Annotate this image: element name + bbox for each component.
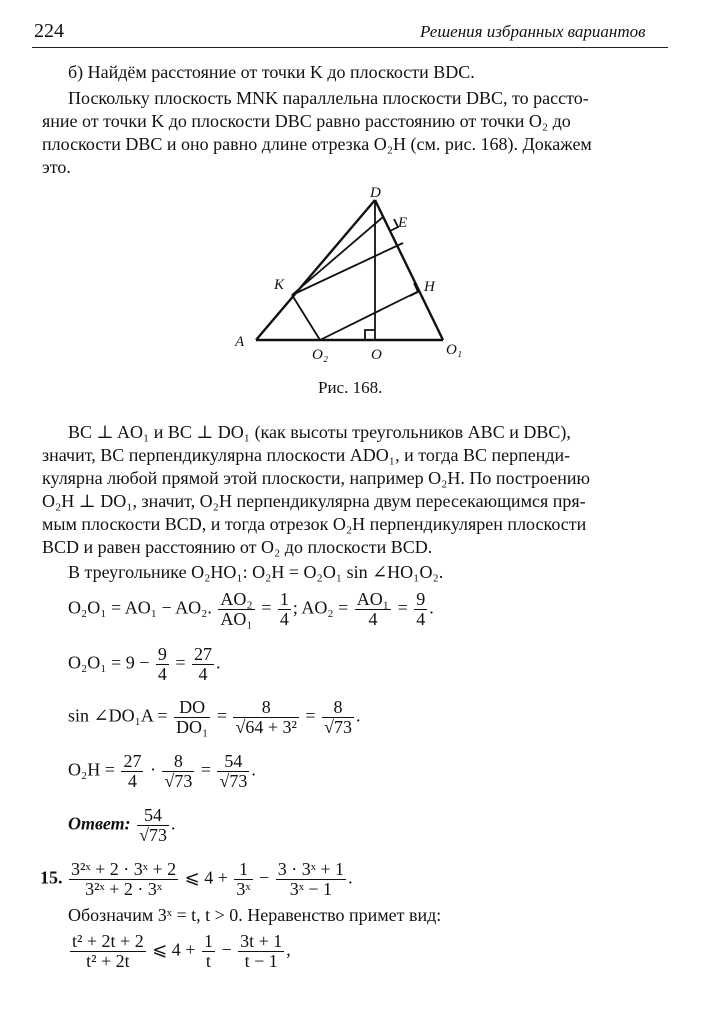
- eq-text: O₂H =: [68, 759, 115, 780]
- eq-text: ; AO₂ =: [292, 597, 349, 618]
- segment-KO2: [292, 295, 320, 340]
- denominator: AO₁: [220, 609, 253, 629]
- fraction: [192, 645, 214, 684]
- numerator: 3²ˣ + 2 · 3ˣ + 2: [71, 859, 177, 879]
- numerator: 8: [233, 698, 298, 718]
- numerator: 1: [234, 860, 252, 880]
- numerator: t² + 2t + 2: [72, 931, 144, 951]
- eq-text: =: [397, 597, 408, 618]
- numerator: 8: [322, 698, 354, 718]
- numerator: 1: [279, 589, 289, 609]
- eq-text: −: [221, 939, 232, 960]
- fraction: [70, 932, 146, 971]
- text-line: O₂H ⊥ DO₁, значит, O₂H перпендикулярна двум пересекающимся пря-: [42, 491, 586, 511]
- text-line: BC ⊥ AO₁ и BC ⊥ DO₁ (как высоты треугольников ABC и DBC),: [68, 422, 571, 442]
- fraction: [121, 752, 143, 791]
- fraction: [276, 860, 346, 899]
- numerator: 9: [416, 589, 426, 609]
- fraction: [202, 932, 215, 971]
- equation-4: [68, 752, 256, 791]
- eq-text: O₂O₁ = AO₁ − AO₂.: [68, 597, 212, 618]
- fraction: [69, 860, 178, 899]
- edge-DO1: [375, 200, 443, 340]
- eq-text: .: [348, 867, 353, 888]
- numerator: 27: [123, 751, 142, 771]
- segment-O2H: [320, 291, 419, 340]
- label-O: O: [371, 347, 382, 363]
- eq-text: sin ∠DO₁A =: [68, 705, 168, 726]
- numerator: 3t + 1: [240, 931, 283, 951]
- fraction: [174, 698, 210, 737]
- eq-text: =: [175, 652, 186, 673]
- numerator: 54: [217, 752, 249, 772]
- part-b-heading: б) Найдём расстояние от точки K до плоскости BDC.: [68, 62, 475, 82]
- figure-168-drawing: [228, 185, 490, 373]
- equation-1: [68, 590, 434, 629]
- fraction: [234, 860, 252, 899]
- fraction: [278, 590, 291, 629]
- numerator: 8: [162, 752, 194, 772]
- text-line: Обозначим 3ˣ = t, t > 0. Неравенство примет вид:: [68, 905, 442, 925]
- segment-KE: [292, 217, 383, 295]
- denominator: √73: [139, 825, 167, 845]
- problem-number: 15.: [40, 867, 63, 888]
- text-line: BCD и равен расстоянию от O₂ до плоскости BCD.: [42, 537, 433, 557]
- denominator: 4: [157, 664, 167, 684]
- eq-text: .: [355, 705, 361, 726]
- numerator: 9: [157, 644, 167, 664]
- denominator: 3ˣ − 1: [289, 879, 333, 899]
- eq-text: ⩽ 4 +: [184, 867, 228, 888]
- denominator: √73: [164, 771, 193, 791]
- numerator: DO: [174, 698, 210, 718]
- header-rule: [32, 47, 668, 48]
- answer-label: Ответ:: [68, 813, 131, 834]
- denominator: t − 1: [244, 951, 278, 971]
- fraction: [414, 590, 427, 629]
- eq-text: .: [251, 759, 256, 780]
- right-angle-E: [390, 219, 398, 231]
- denominator: √73: [219, 771, 248, 791]
- figure-caption: Рис. 168.: [318, 378, 383, 397]
- equation-3: [68, 698, 360, 737]
- right-angle-O: [365, 330, 375, 340]
- label-K: K: [274, 277, 285, 293]
- text-line: В треугольнике O₂HO₁: O₂H = O₂O₁ sin ∠HO₁O₂.: [68, 562, 444, 582]
- fraction: [233, 698, 298, 737]
- fraction: [162, 752, 194, 791]
- segment-K-DO1: [292, 243, 403, 295]
- fraction: [238, 932, 284, 971]
- denominator: t: [205, 951, 211, 971]
- denominator: t² + 2t: [86, 951, 130, 971]
- text-line: это.: [42, 157, 71, 177]
- numerator: 3 · 3ˣ + 1: [277, 859, 345, 879]
- label-A: A: [235, 334, 245, 350]
- denominator: 3ˣ: [236, 879, 251, 899]
- denominator: 4: [279, 609, 289, 629]
- fraction: [156, 645, 169, 684]
- fraction: [218, 590, 254, 629]
- denominator: DO₁: [176, 717, 209, 737]
- eq-text: ⩽ 4 +: [152, 939, 196, 960]
- eq-text: O₂O₁ = 9 −: [68, 652, 150, 673]
- running-title: Решения избранных вариантов: [420, 22, 646, 41]
- fraction: [217, 752, 249, 791]
- label-E: E: [398, 215, 408, 231]
- denominator: √73: [324, 717, 352, 737]
- eq-text: ,: [286, 939, 291, 960]
- figure-168: [228, 185, 490, 373]
- numerator: AO₁: [356, 589, 390, 609]
- denominator: 4: [127, 771, 137, 791]
- denominator: 4: [198, 664, 208, 684]
- text-line: кулярна любой прямой этой плоскости, например O₂H. По построению: [42, 468, 590, 488]
- numerator: 54: [137, 806, 169, 826]
- eq-text: ·: [149, 759, 156, 780]
- text-line: плоскости DBC и оно равно длине отрезка O₂H (см. рис. 168). Докажем: [42, 134, 592, 154]
- answer: [68, 806, 175, 845]
- eq-text: .: [170, 813, 176, 834]
- fraction: [137, 806, 169, 845]
- fraction: [322, 698, 354, 737]
- denominator: √64 + 3²: [235, 717, 297, 737]
- text-line: Поскольку плоскость MNK параллельна плоскости DBC, то рассто-: [68, 88, 589, 108]
- eq-text: .: [216, 652, 221, 673]
- text-line: яние от точки K до плоскости DBC равно расстоянию от точки O₂ до: [42, 111, 571, 131]
- substituted-inequality: [68, 932, 291, 971]
- label-O1: O₁: [446, 342, 463, 358]
- label-D: D: [370, 185, 381, 201]
- denominator: 4: [416, 609, 426, 629]
- eq-text: =: [216, 705, 227, 726]
- numerator: 27: [194, 644, 213, 664]
- equation-2: [68, 645, 221, 684]
- eq-text: =: [261, 597, 272, 618]
- page-number: 224: [34, 20, 64, 42]
- text-line: мым плоскости BCD, и тогда отрезок O₂H перпендикулярен плоскости: [42, 514, 587, 534]
- numerator: 1: [203, 931, 213, 951]
- label-O2: O₂: [312, 347, 329, 363]
- label-H: H: [424, 279, 435, 295]
- eq-text: =: [305, 705, 316, 726]
- eq-text: =: [200, 759, 211, 780]
- denominator: 3²ˣ + 2 · 3ˣ: [85, 879, 163, 899]
- edge-AD: [256, 200, 375, 340]
- denominator: 4: [368, 609, 378, 629]
- eq-text: −: [259, 867, 270, 888]
- fraction: [355, 590, 391, 629]
- eq-text: .: [429, 597, 434, 618]
- text-line: значит, BC перпендикулярна плоскости ADO₁, и тогда BC перпенди-: [42, 445, 571, 465]
- problem-15: [40, 860, 353, 899]
- numerator: AO₂: [220, 589, 253, 609]
